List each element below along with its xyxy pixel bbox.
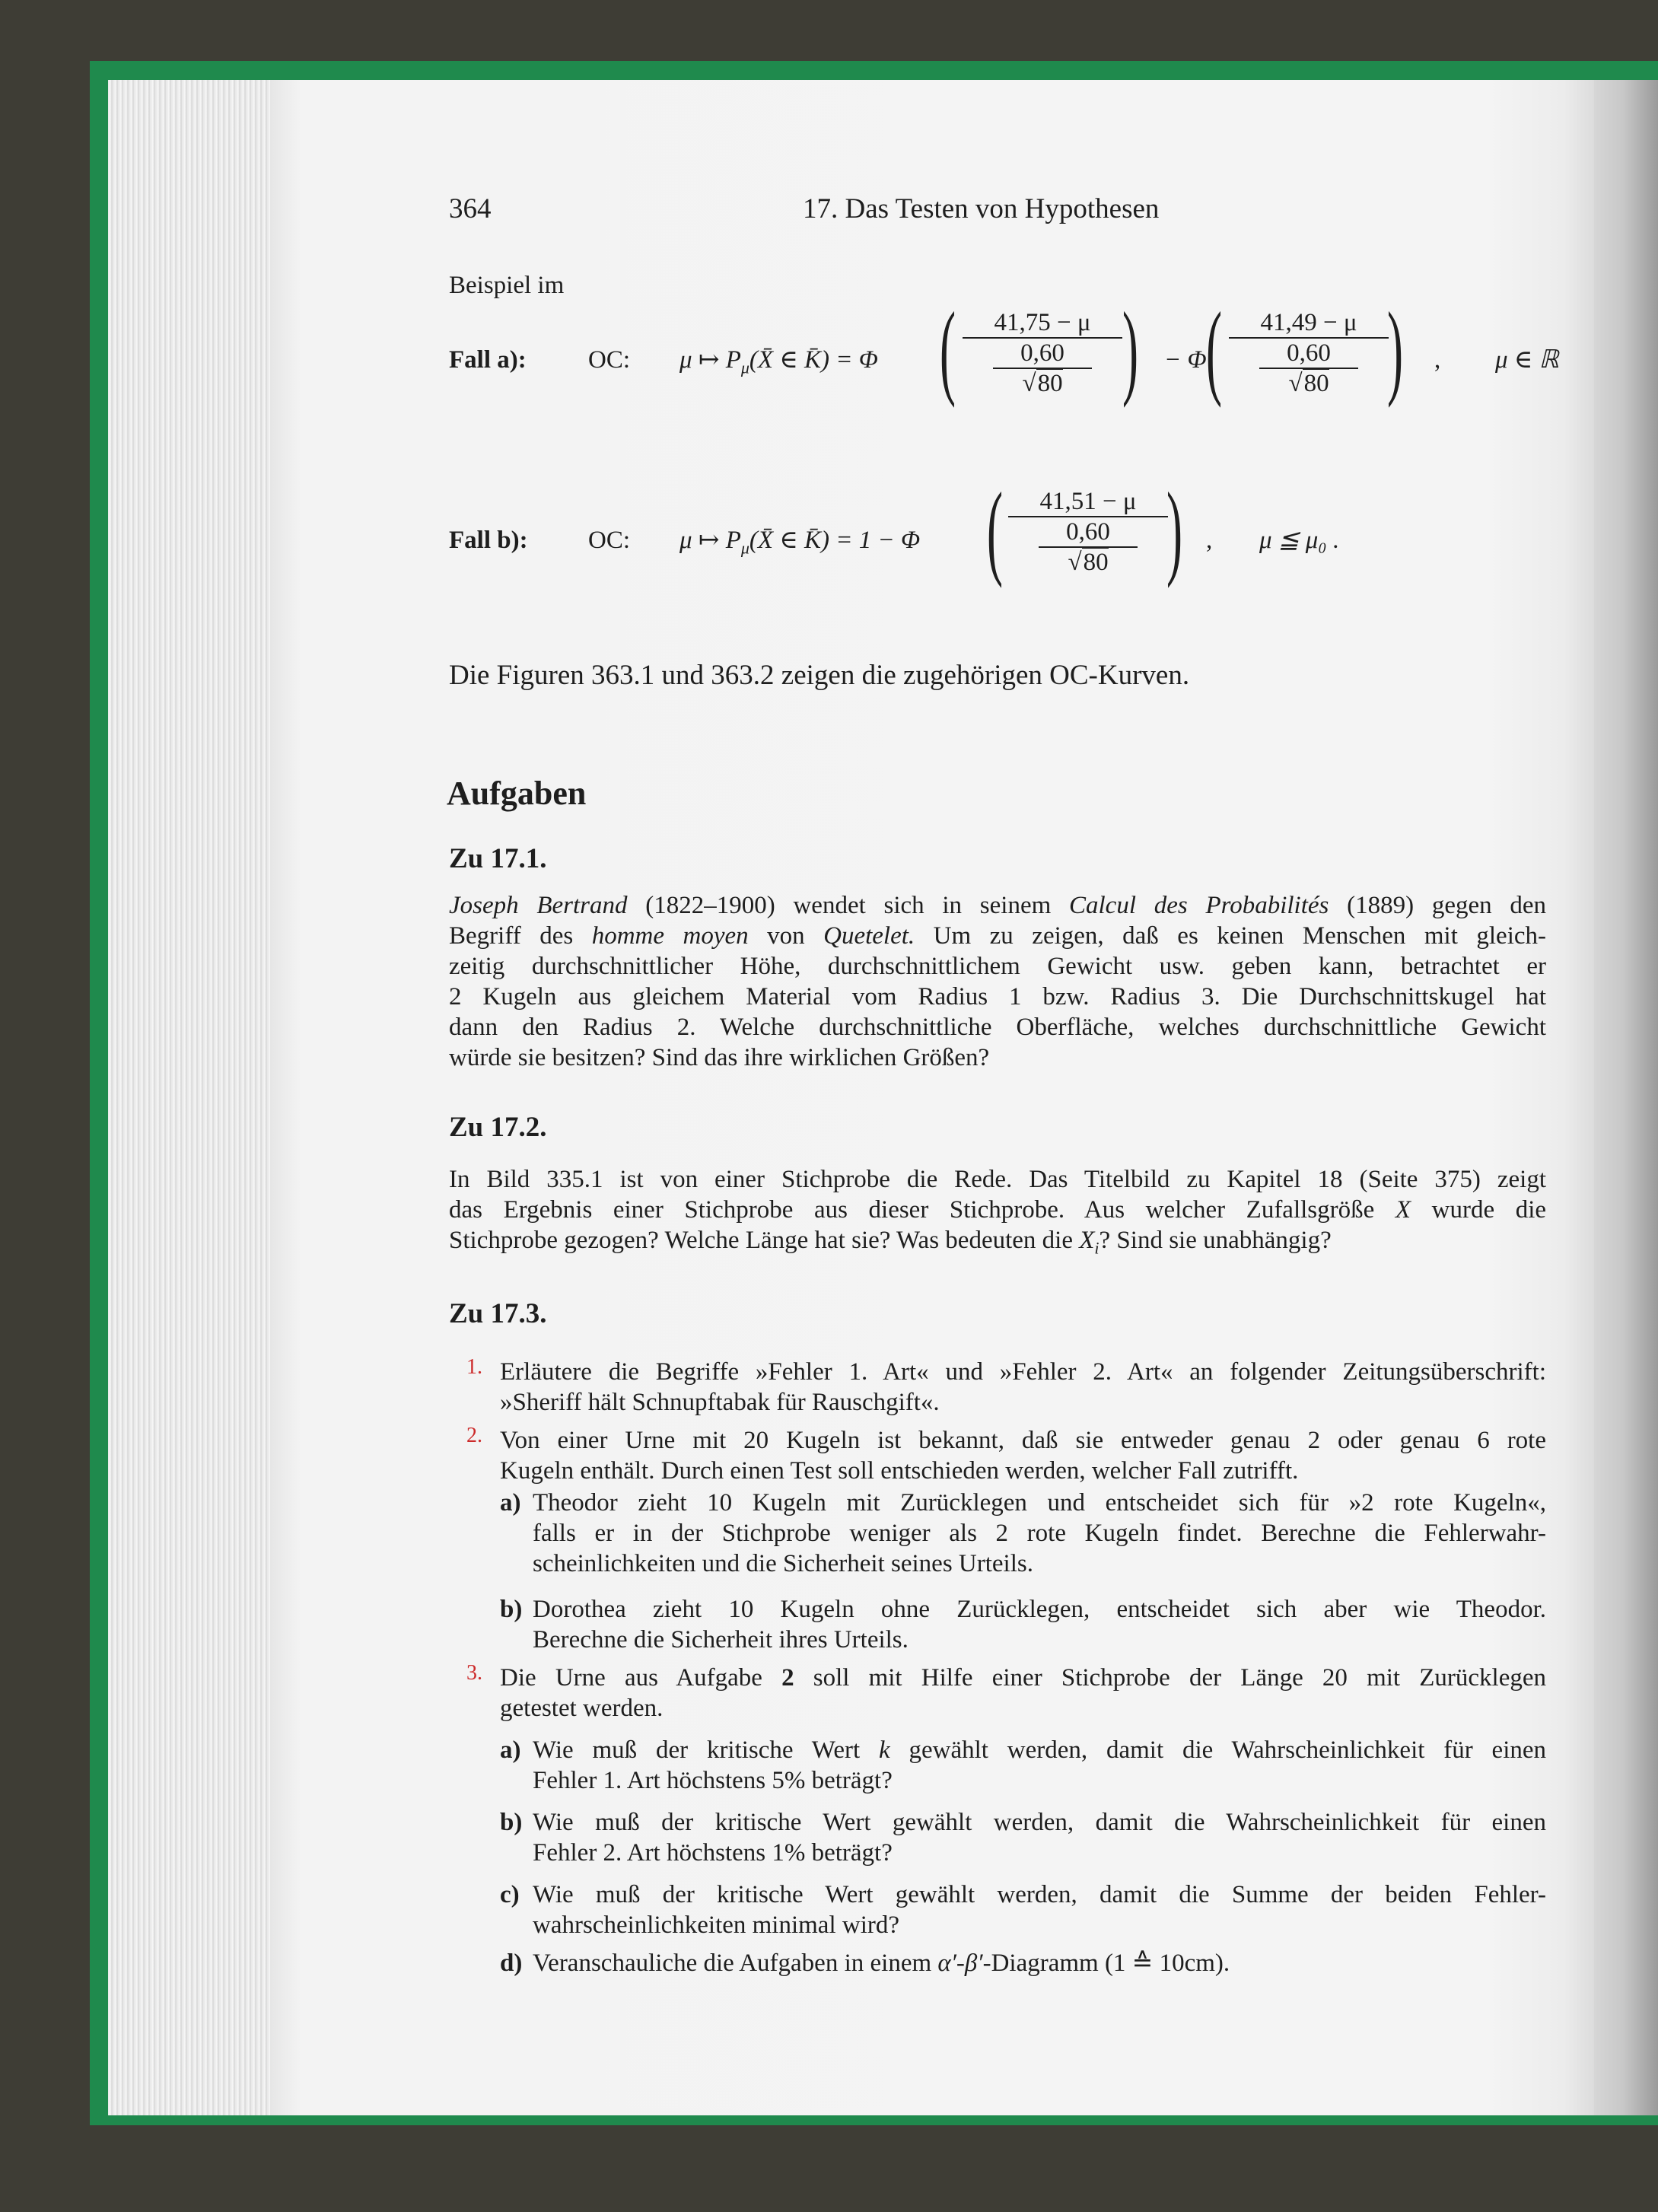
intro-text: Beispiel im — [449, 272, 565, 299]
paren-close: ) — [1166, 471, 1182, 589]
paren-close: ) — [1122, 291, 1138, 409]
sub-label: c) — [500, 1881, 520, 1908]
text-line: Berechne die Sicherheit ihres Urteils. — [533, 1626, 909, 1653]
text-line: Begriff des homme moyen von Quetelet. Um zu zeigen, daß es keinen Menschen mit gleich- — [449, 922, 1547, 950]
book-page — [270, 80, 1594, 2115]
sub-label: a) — [500, 1489, 521, 1517]
fraction-3: 41,51 − μ 0,60 √80 — [1008, 487, 1168, 577]
text-line: 2 Kugeln aus gleichem Material vom Radius 1 bzw. Radius 3. Die Durchschnittskugel hat — [449, 983, 1546, 1011]
paren-open: ( — [987, 471, 1003, 589]
text-line: Die Urne aus Aufgabe 2 soll mit Hilfe einer Stichprobe der Länge 20 mit Zurücklegen — [500, 1664, 1547, 1692]
text-line: Wie muß der kritische Wert gewählt werden, damit die Summe der beiden Fehler- — [533, 1881, 1546, 1908]
subsection-17-1: Zu 17.1. — [449, 843, 547, 874]
text-line: getestet werden. — [500, 1695, 664, 1722]
text-line: Fehler 1. Art höchstens 5% beträgt? — [533, 1767, 893, 1794]
item-number: 1. — [466, 1355, 482, 1379]
item-number: 3. — [466, 1661, 482, 1685]
text-line: dann den Radius 2. Welche durchschnittliche Oberfläche, welches durchschnittliche Gewicht — [449, 1014, 1546, 1041]
text-line: Theodor zieht 10 Kugeln mit Zurücklegen und entscheidet sich für »2 rote Kugeln«, — [533, 1489, 1546, 1517]
running-title: 17. Das Testen von Hypothesen — [803, 193, 1160, 224]
case-a-comma: , — [1434, 346, 1441, 374]
text-line: Veranschauliche die Aufgaben in einem α′-β′-Diagramm (1 ≙ 10cm). — [533, 1949, 1230, 1977]
paren-open: ( — [1206, 291, 1222, 409]
sub-label: b) — [500, 1596, 523, 1623]
figures-note: Die Figuren 363.1 und 363.2 zeigen die zugehörigen OC-Kurven. — [449, 660, 1190, 691]
subsection-17-3: Zu 17.3. — [449, 1298, 547, 1329]
case-b-lhs: μ ↦ $P_\mu(X̄$ ∈ K̄) = 1 − Φ — [679, 527, 921, 558]
text-line: Fehler 2. Art höchstens 1% beträgt? — [533, 1839, 893, 1867]
text-line: Wie muß der kritische Wert gewählt werden, damit die Wahrscheinlichkeit für einen — [533, 1809, 1546, 1836]
case-b-comma: , — [1206, 527, 1213, 554]
text-line: Erläutere die Begriffe »Fehler 1. Art« und »Fehler 2. Art« an folgender Zeitungsüberschrift: — [500, 1358, 1546, 1386]
case-b-label: Fall b): — [449, 527, 528, 554]
text-line: Stichprobe gezogen? Welche Länge hat sie? Was bedeuten die $X_i$? Sind sie unabhängig? — [449, 1227, 1332, 1258]
text-line: falls er in der Stichprobe weniger als 2 rote Kugeln findet. Berechne die Fehlerwahr- — [533, 1520, 1546, 1547]
text-line: das Ergebnis einer Stichprobe aus dieser Stichprobe. Aus welcher Zufallsgröße X wurde die — [449, 1196, 1547, 1224]
text-line: Von einer Urne mit 20 Kugeln ist bekannt, daß sie entweder genau 2 oder genau 6 rote — [500, 1427, 1546, 1454]
page-edges — [108, 80, 291, 2115]
paren-open: ( — [940, 291, 956, 409]
section-title: Aufgaben — [447, 775, 587, 812]
text-line: würde sie besitzen? Sind das ihre wirklichen Größen? — [449, 1044, 990, 1071]
text-line: In Bild 335.1 ist von einer Stichprobe die Rede. Das Titelbild zu Kapitel 18 (Seite 375) zeigt — [449, 1166, 1546, 1193]
case-a-lhs: μ ↦ $P_\mu(X̄$ ∈ K̄) = Φ — [679, 346, 878, 377]
case-b-domain: μ ≦ μ₀ . — [1259, 527, 1340, 554]
case-a-domain: μ ∈ ℝ — [1495, 346, 1559, 374]
fraction-1: 41,75 − μ 0,60 √80 — [963, 308, 1122, 398]
sub-label: a) — [500, 1736, 521, 1764]
case-b-oc: OC: — [588, 527, 631, 554]
text-line: Joseph Bertrand (1822–1900) wendet sich in seinem Calcul des Probabilités (1889) gegen den — [449, 892, 1547, 919]
text-line: Dorothea zieht 10 Kugeln ohne Zurücklegen, entscheidet sich aber wie Theodor. — [533, 1596, 1546, 1623]
text-line: scheinlichkeiten und die Sicherheit seines Urteils. — [533, 1550, 1033, 1577]
text-line: Wie muß der kritische Wert k gewählt werden, damit die Wahrscheinlichkeit für einen — [533, 1736, 1547, 1764]
sub-label: d) — [500, 1949, 523, 1977]
case-a-oc: OC: — [588, 346, 631, 374]
page-number: 364 — [449, 193, 492, 224]
sub-label: b) — [500, 1809, 523, 1836]
text-line: wahrscheinlichkeiten minimal wird? — [533, 1911, 900, 1939]
item-number: 2. — [466, 1424, 482, 1447]
text-line: zeitig durchschnittlicher Höhe, durchschnittlichem Gewicht usw. geben kann, betrachtet er — [449, 953, 1546, 980]
subsection-17-2: Zu 17.2. — [449, 1112, 547, 1143]
text-line: »Sheriff hält Schnupftabak für Rauschgift«. — [500, 1389, 940, 1416]
fraction-2: 41,49 − μ 0,60 √80 — [1229, 308, 1389, 398]
minus-phi: − Φ — [1164, 346, 1207, 374]
paren-close: ) — [1387, 291, 1403, 409]
case-a-label: Fall a): — [449, 346, 527, 374]
text-line: Kugeln enthält. Durch einen Test soll entschieden werden, welcher Fall zutrifft. — [500, 1457, 1299, 1485]
